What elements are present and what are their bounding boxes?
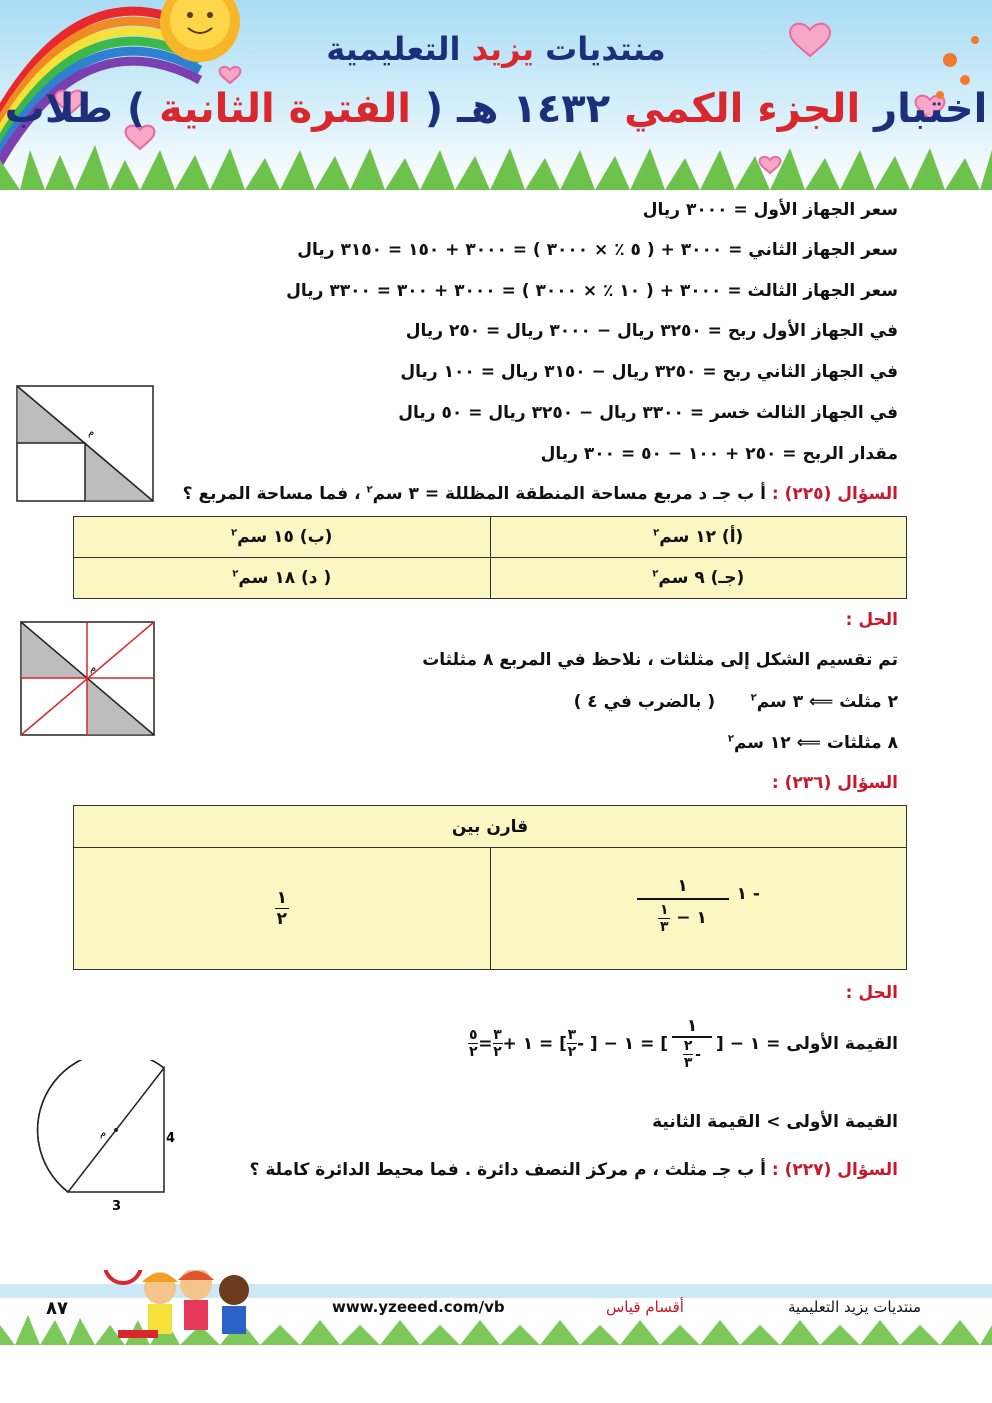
option-c[interactable]: (جـ) ٩ سم$^٢$ (490, 558, 907, 599)
page-footer (0, 1270, 992, 1350)
center-label: م (90, 663, 97, 674)
q225-solution-line: ٢ مثلث ⟸ ٣ سم$^٢$ ( بالضرب في ٤ ) (573, 692, 898, 712)
q225-solution-line: ٨ مثلثات ⟸ ١٢ سم$^٢$ (727, 733, 898, 753)
q227-question: السؤال (٢٢٧) : أ ب جـ مثلث ، م مركز النصف دائرة . فما محيط الدائرة كاملة ؟ (249, 1160, 898, 1180)
side-label: 3 (112, 1199, 122, 1214)
complex-fraction: ١ ١ ٣ − ١ (637, 876, 729, 935)
q225-square-figure (16, 385, 156, 503)
q226-solution-label: الحل : (845, 983, 898, 1003)
option-d[interactable]: ( د) ١٨ سم$^٢$ (74, 558, 491, 599)
page-number: ٨٧ (46, 1298, 68, 1319)
q227-semicircle-figure (30, 1060, 180, 1218)
calc-line: مقدار الربح = ٢٥٠ + ١٠٠ − ٥٠ = ٣٠٠ ريال (540, 444, 898, 464)
first-quantity-cell (490, 848, 906, 970)
site-title: منتديات يزيد التعليمية (326, 30, 666, 68)
q225-options-table (73, 516, 907, 599)
calc-line: سعر الجهاز الأول = ٣٠٠٠ ريال (642, 200, 898, 220)
calc-line: سعر الجهاز الثالث = ٣٠٠٠ + ( ١٠ ٪ × ٣٠٠٠ ) = ٣٠٠٠ + ٣٠٠ = ٣٣٠٠ ريال (286, 281, 898, 301)
calc-line: في الجهاز الأول ربح = ٣٢٥٠ ريال − ٣٠٠٠ ريال = ٢٥٠ ريال (405, 321, 898, 341)
q226-value-line: القيمة الأولى = ١ − [ ١ ٢ ٣ - ] = ١ − [ - ٣ ٢ ] = ١ + ٣ ٢ = ٥ ٢ (469, 1016, 898, 1071)
half-fraction: ١ ٢ (276, 888, 287, 929)
center-label: م (100, 1128, 107, 1139)
option-b[interactable]: (ب) ١٥ سم$^٢$ (74, 517, 491, 558)
forum-url-link[interactable]: www.yzeeed.com/vb (332, 1298, 505, 1316)
compare-header: قارن بين (74, 806, 907, 848)
section-label: أقسام قياس (606, 1298, 684, 1316)
q226-comparison: القيمة الأولى > القيمة الثانية (652, 1112, 898, 1132)
q225-divided-figure (20, 621, 156, 737)
q226-compare-table (73, 805, 907, 970)
grass-decoration (0, 145, 992, 190)
children-illustration (105, 1270, 249, 1338)
q226-question: السؤال (٢٣٦) : (771, 773, 898, 793)
center-label: م (88, 427, 95, 438)
calc-line: في الجهاز الثاني ربح = ٣٢٥٠ ريال − ٣١٥٠ ريال = ١٠٠ ريال (400, 362, 898, 382)
page-header (0, 0, 992, 190)
option-a[interactable]: (أ) ١٢ سم$^٢$ (490, 517, 907, 558)
side-label: 4 (166, 1131, 176, 1146)
second-quantity-cell (74, 848, 491, 970)
exam-title: اختبار الجزء الكمي ١٤٣٢ هـ ( الفترة الثانية ) طلاب (4, 86, 988, 132)
calc-line: في الجهاز الثالث خسر = ٣٣٠٠ ريال − ٣٢٥٠ ريال = ٥٠ ريال (398, 403, 898, 423)
q225-solution-line: تم تقسيم الشكل إلى مثلثات ، نلاحظ في المربع ٨ مثلثات (422, 650, 898, 670)
q225-solution-label: الحل : (845, 610, 898, 630)
q225-question: السؤال (٢٢٥) : أ ب جـ د مربع مساحة المنطقة المظللة = ٣ سم$^٢$ ، فما مساحة المربع ؟ (182, 484, 898, 504)
forum-name: منتديات يزيد التعليمية (788, 1298, 922, 1316)
calc-line: سعر الجهاز الثاني = ٣٠٠٠ + ( ٥ ٪ × ٣٠٠٠ ) = ٣٠٠٠ + ١٥٠ = ٣١٥٠ ريال (297, 240, 898, 260)
one-minus: ١ - (736, 883, 760, 904)
